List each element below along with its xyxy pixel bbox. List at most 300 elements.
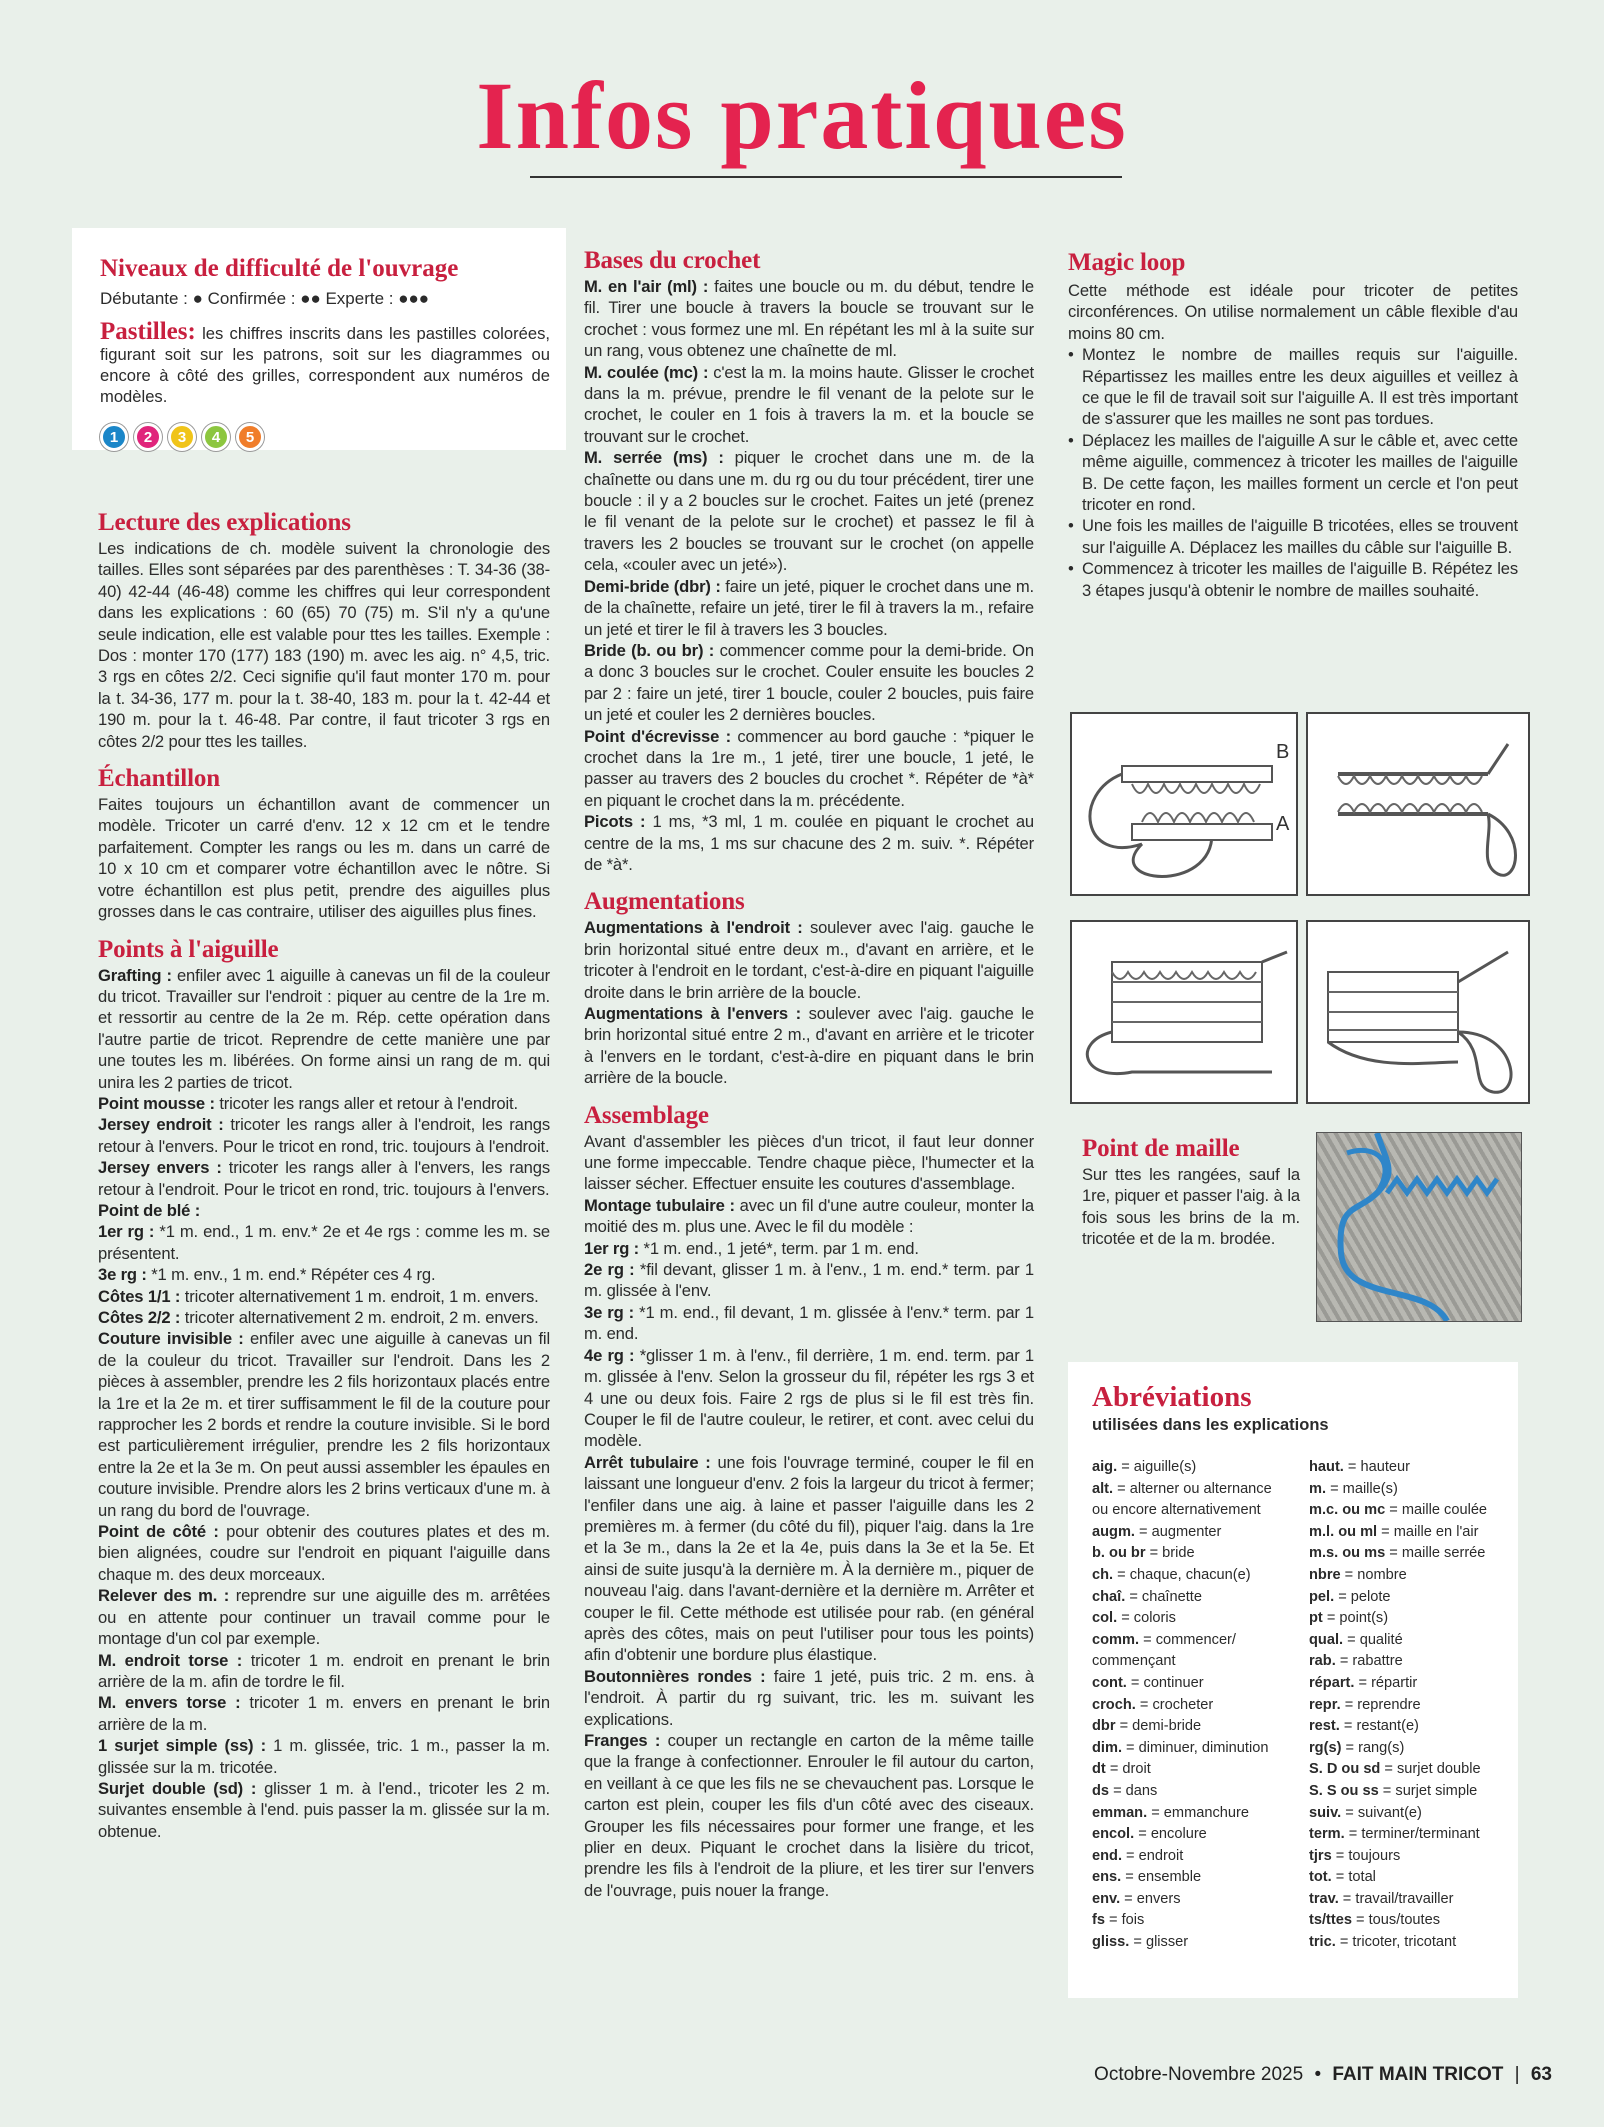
pastille-1: 1 bbox=[100, 423, 128, 451]
abbreviation-entry bbox=[1309, 1651, 1498, 1673]
abbreviation-meaning: terminer/terminant bbox=[1361, 1826, 1480, 1843]
abbreviation-meaning: maille en l'air bbox=[1393, 1523, 1479, 1540]
abbreviation-equals: = bbox=[1331, 1847, 1349, 1864]
abbreviation-meaning: reprendre bbox=[1357, 1696, 1421, 1713]
abbreviation-entry bbox=[1092, 1803, 1281, 1825]
term-label: M. endroit torse : bbox=[98, 1650, 243, 1670]
abbreviation-term: croch. bbox=[1092, 1696, 1136, 1713]
abbreviation-equals: = bbox=[1113, 1566, 1130, 1583]
abbreviation-meaning: coloris bbox=[1133, 1610, 1176, 1627]
definition-paragraph bbox=[98, 1286, 550, 1307]
abbreviation-entry bbox=[1309, 1781, 1498, 1803]
point-maille-text: Sur ttes les rangées, sauf la 1re, piquer et passer l'aig. à la fois sous les brins de la m. tricotée et de la m. brodée. bbox=[1082, 1165, 1300, 1249]
term-text: commencer comme pour la demi-bride. On a donc 3 boucles sur le crochet. Couler ensuite les boucles 2 par 2 : faire un jeté, tirer 1 boucle, couler 2 boucles, puis faire un jeté et couler les 2 dernières boucles. bbox=[584, 640, 1034, 725]
term-label: M. envers torse : bbox=[98, 1693, 241, 1713]
abbreviation-entry bbox=[1092, 1910, 1281, 1932]
footer-issue: Octobre-Novembre 2025 bbox=[1094, 2064, 1304, 2085]
abbreviation-equals: = bbox=[1139, 1631, 1156, 1648]
term-label: Jersey endroit : bbox=[98, 1115, 224, 1135]
definition-paragraph bbox=[584, 1259, 1034, 1302]
bullet-text: Montez le nombre de mailles requis sur l'aiguille. Répartissez les mailles entre les deux aiguilles et veillez à ce que le fil de travail soit sur l'aiguille A. Il est très important de s'assurer que les mailles ne sont pas tordues. bbox=[1082, 345, 1518, 429]
definition-paragraph bbox=[98, 1692, 550, 1735]
abbreviation-equals: = bbox=[1335, 1653, 1353, 1670]
term-label: Côtes 2/2 : bbox=[98, 1308, 181, 1327]
abbreviation-entry bbox=[1309, 1608, 1498, 1630]
abbreviation-equals: = bbox=[1380, 1761, 1397, 1778]
term-label: Surjet double (sd) : bbox=[98, 1778, 257, 1798]
magic-loop-title: Magic loop bbox=[1068, 249, 1186, 276]
abbreviation-meaning: chaque, chacun(e) bbox=[1129, 1566, 1251, 1583]
term-label: 2e rg : bbox=[584, 1260, 635, 1280]
abbreviation-equals: = bbox=[1343, 1631, 1360, 1648]
footer-bar: | bbox=[1514, 2064, 1520, 2085]
term-label: Demi-bride (dbr) : bbox=[584, 576, 721, 596]
abbreviation-entry bbox=[1309, 1479, 1498, 1501]
abbreviation-term: repr. bbox=[1309, 1696, 1341, 1713]
abbreviation-term: pel. bbox=[1309, 1588, 1335, 1605]
term-label: Augmentations à l'endroit : bbox=[584, 918, 803, 938]
abbreviation-equals: = bbox=[1331, 1869, 1349, 1886]
abbreviation-equals: = bbox=[1334, 1588, 1351, 1605]
abbreviation-equals: = bbox=[1122, 1847, 1139, 1864]
term-text: une fois l'ouvrage terminé, couper le fil en laissant une longueur d'env. 2 fois la largeur du tricot à fermer; l'enfiler dans une aig. à laine et passer l'aiguille dans les 2 premières m. à fermer (du côté du fil), piquer l'aig. dans la 1re et la 3e m., dans la 2e et la 4e, puis dans la 3e et la 5e. Et ainsi de suite jusqu'à la dernière m. À la dernière m., piquer de nouveau l'aig. dans l'avant-dernière et la dernière m. Arrêter et couper le fil. Cette méthode est utilisée pour rab. (en général après des côtes, mais on peut l'utiliser pour tous les points) afin d'obtenir une bordure plus élastique. bbox=[584, 1452, 1034, 1665]
magic-loop-bullet bbox=[1068, 344, 1518, 430]
term-text: tricoter alternativement 1 m. endroit, 1 m. envers. bbox=[184, 1286, 539, 1306]
abbreviation-term: rab. bbox=[1309, 1653, 1336, 1670]
bullet-dot: • bbox=[1068, 345, 1074, 365]
abbreviation-term: env. bbox=[1092, 1890, 1121, 1907]
abbreviation-entry bbox=[1309, 1716, 1498, 1738]
term-label: Montage tubulaire : bbox=[584, 1195, 735, 1215]
pastilles-text: les chiffres inscrits dans les pastilles colorées, figurant soit sur les patrons, soit sur les diagrammes ou encore à côté des grilles, correspondent aux numéros de modèles. bbox=[100, 324, 550, 406]
definition-paragraph bbox=[98, 1521, 550, 1585]
term-text: Faites toujours un échantillon avant de commencer un modèle. Tricoter un carré d'env. 12 x 12 cm et le tendre parfaitement. Compter les rangs ou les m. dans un carré de 10 x 10 cm et comparer votre échantillon avec le nôtre. Si votre échantillon est plus petit, prendre des aiguilles plus grosses dans le cas contraire, utiliser des aiguilles plus fines. bbox=[98, 795, 550, 922]
abbreviation-meaning: travail/travailler bbox=[1355, 1890, 1454, 1907]
column-left bbox=[98, 508, 550, 1842]
label-a: A bbox=[1276, 813, 1290, 835]
term-text: commencer au bord gauche : *piquer le crochet dans la 1re m., 1 jeté, tirer une boucle, 1 jeté, le passer au travers des 2 boucles du crochet *. Répéter de *à* en piquant le crochet dans la m. précédente. bbox=[584, 726, 1035, 810]
definition-paragraph bbox=[98, 1114, 550, 1157]
definition-paragraph bbox=[98, 1157, 550, 1200]
term-label: 3e rg : bbox=[98, 1265, 147, 1285]
abbreviation-equals: = bbox=[1135, 1696, 1153, 1713]
text-paragraph bbox=[98, 538, 550, 752]
definition-paragraph bbox=[584, 1452, 1034, 1666]
abbreviation-entry bbox=[1092, 1673, 1281, 1695]
pastilles-row bbox=[100, 423, 550, 451]
definition-paragraph bbox=[584, 917, 1034, 1003]
definition-paragraph bbox=[584, 1302, 1034, 1345]
abbreviation-meaning: chaînette bbox=[1141, 1588, 1202, 1605]
abbreviation-meaning: qualité bbox=[1359, 1631, 1403, 1648]
term-text: *glisser 1 m. à l'env., fil derrière, 1 m. end. term. par 1 m. glissée à l'env. Selon la grosseur du fil, répéter les rgs 3 et 4 une ou deux fois. Faire 2 rgs de plus si le fil est très fin. Couper le fil de l'autre couleur, le retirer, et cont. avec celui du modèle. bbox=[584, 1345, 1034, 1451]
term-text: faire un jeté, piquer le crochet dans une m. de la chaînette, refaire un jeté, tirer le fil à travers la m., refaire un jeté et tirer le fil à travers les 3 boucles. bbox=[584, 576, 1034, 639]
label-b: B bbox=[1276, 741, 1290, 763]
term-label: Grafting : bbox=[98, 965, 172, 985]
term-text: *1 m. end., fil devant, 1 m. glissée à l'env.* term. par 1 m. end. bbox=[584, 1302, 1034, 1344]
magic-loop-figure-2 bbox=[1306, 712, 1530, 896]
embroidered-yarn-illustration bbox=[1317, 1133, 1521, 1321]
abbreviation-term: comm. bbox=[1092, 1631, 1140, 1648]
difficulty-box bbox=[72, 228, 566, 450]
magic-loop-intro: Cette méthode est idéale pour tricoter de petites circonférences. On utilise normalement un câble flexible d'au moins 80 cm. bbox=[1068, 281, 1518, 343]
definition-paragraph bbox=[98, 1200, 550, 1221]
term-text: glisser 1 m. à l'end., tricoter les 2 m. suivantes ensemble à l'end. puis passer la m. glissée sur la m. obtenue. bbox=[98, 1778, 550, 1841]
term-text: Avant d'assembler les pièces d'un tricot, il faut leur donner une forme impeccable. Tendre chaque pièce, l'humecter et la laisser sécher. Effectuer ensuite les coutures d'assemblage. bbox=[584, 1131, 1034, 1194]
term-text: pour obtenir des coutures plates et des m. bien alignées, coudre sur l'endroit en piquant l'aiguille dans chaque m. des deux morceaux. bbox=[98, 1522, 550, 1584]
abbreviation-entry bbox=[1309, 1846, 1498, 1868]
abbreviation-equals: = bbox=[1385, 1502, 1402, 1519]
abbreviation-meaning: bride bbox=[1162, 1545, 1195, 1562]
abbreviation-meaning: augmenter bbox=[1151, 1523, 1222, 1540]
needle-loop-illustration bbox=[1072, 922, 1296, 1102]
term-text: tricoter 1 m. endroit en prenant le brin arrière de la m. afin de tordre le fil. bbox=[98, 1650, 550, 1691]
abbreviation-meaning: fois bbox=[1121, 1912, 1145, 1929]
abbreviation-term: dbr bbox=[1092, 1718, 1116, 1735]
abbreviation-term: gliss. bbox=[1092, 1934, 1130, 1951]
abbreviation-term: qual. bbox=[1309, 1631, 1344, 1648]
abbreviation-term: fs bbox=[1092, 1912, 1105, 1929]
abbreviation-equals: = bbox=[1147, 1804, 1164, 1821]
abbreviation-term: m. bbox=[1309, 1480, 1327, 1497]
term-label: 1 surjet simple (ss) : bbox=[98, 1736, 266, 1756]
definition-paragraph bbox=[98, 1735, 550, 1778]
abbreviation-entry bbox=[1092, 1738, 1281, 1760]
abbreviation-meaning: rabattre bbox=[1352, 1653, 1403, 1670]
term-label: Point de blé : bbox=[98, 1200, 201, 1220]
term-text: *1 m. env., 1 m. end.* Répéter ces 4 rg. bbox=[151, 1265, 436, 1285]
abbreviation-term: répart. bbox=[1309, 1674, 1355, 1691]
abbreviation-term: m.l. ou ml bbox=[1309, 1523, 1378, 1540]
difficulty-title: Niveaux de difficulté de l'ouvrage bbox=[100, 255, 459, 282]
needle-loop-illustration bbox=[1072, 714, 1296, 894]
abbreviation-equals: = bbox=[1126, 1674, 1144, 1691]
abbreviation-term: ts/ttes bbox=[1309, 1912, 1352, 1929]
abbreviation-meaning: ensemble bbox=[1137, 1869, 1202, 1886]
abbreviation-meaning: maille serrée bbox=[1401, 1545, 1486, 1562]
abbreviation-meaning: continuer bbox=[1143, 1674, 1204, 1691]
definition-paragraph bbox=[584, 1345, 1034, 1452]
abbreviation-term: dim. bbox=[1092, 1739, 1122, 1756]
abbreviations-subtitle: utilisées dans les explications bbox=[1092, 1416, 1329, 1434]
term-label: Point d'écrevisse : bbox=[584, 726, 731, 746]
term-label: Relever des m. : bbox=[98, 1586, 230, 1606]
abbreviation-meaning: glisser bbox=[1145, 1934, 1189, 1951]
term-label: Point de côté : bbox=[98, 1522, 219, 1542]
abbreviation-equals: = bbox=[1326, 1480, 1343, 1497]
abbreviation-equals: = bbox=[1109, 1782, 1126, 1799]
abbreviation-equals: = bbox=[1115, 1718, 1133, 1735]
definition-paragraph bbox=[98, 1650, 550, 1693]
abbreviation-equals: = bbox=[1378, 1782, 1396, 1799]
abbreviation-entry bbox=[1092, 1695, 1281, 1717]
abbreviation-entry bbox=[1309, 1673, 1498, 1695]
abbreviation-term: b. ou br bbox=[1092, 1545, 1146, 1562]
abbreviation-equals: = bbox=[1322, 1610, 1340, 1627]
abbreviation-meaning: envers bbox=[1136, 1890, 1181, 1907]
term-text: tricoter les rangs aller à l'endroit, les rangs retour à l'envers. Pour le tricot en rond, tric. toujours à l'endroit. bbox=[98, 1115, 550, 1156]
term-label: Côtes 1/1 : bbox=[98, 1286, 181, 1306]
term-label: Boutonnières rondes : bbox=[584, 1666, 766, 1686]
abbreviation-term: augm. bbox=[1092, 1523, 1135, 1540]
definition-paragraph bbox=[98, 1221, 550, 1264]
term-text: tricoter alternativement 2 m. endroit, 2 m. envers. bbox=[184, 1308, 539, 1327]
abbreviations-left bbox=[1092, 1457, 1281, 1954]
page-number: 63 bbox=[1530, 2064, 1552, 2085]
definition-paragraph bbox=[584, 811, 1034, 875]
abbreviation-meaning: tous/toutes bbox=[1368, 1912, 1441, 1929]
pastille-5: 5 bbox=[236, 423, 264, 451]
abbreviation-meaning: répartir bbox=[1371, 1674, 1418, 1691]
needle-loop-illustration bbox=[1308, 714, 1528, 894]
abbreviation-term: ens. bbox=[1092, 1869, 1122, 1886]
section-heading: Lecture des explications bbox=[98, 509, 351, 536]
abbreviation-meaning: crocheter bbox=[1152, 1696, 1214, 1713]
bullet-text: Commencez à tricoter les mailles de l'aiguille B. Répétez les 3 étapes jusqu'à obtenir le nombre de mailles souhaité. bbox=[1082, 559, 1518, 600]
definition-paragraph bbox=[584, 1666, 1034, 1730]
abbreviation-term: suiv. bbox=[1309, 1804, 1342, 1821]
difficulty-levels: Débutante : ● Confirmée : ●● Experte : ●●● bbox=[100, 289, 430, 308]
abbreviation-meaning: emmanchure bbox=[1163, 1804, 1249, 1821]
abbreviation-term: encol. bbox=[1092, 1826, 1135, 1843]
abbreviation-entry bbox=[1092, 1587, 1281, 1609]
point-maille-photo bbox=[1316, 1132, 1522, 1322]
term-label: 1er rg : bbox=[584, 1238, 640, 1258]
abbreviation-meaning: nombre bbox=[1357, 1566, 1407, 1583]
abbreviation-entry bbox=[1092, 1630, 1281, 1673]
abbreviation-equals: = bbox=[1134, 1523, 1152, 1540]
bullet-text: Déplacez les mailles de l'aiguille A sur le câble et, avec cette même aiguille, commencez à tricoter les mailles de l'aiguille B. De cette façon, les mailles forment un cercle et l'on peut tricoter en rond. bbox=[1082, 430, 1518, 515]
definition-paragraph bbox=[584, 276, 1034, 362]
term-label: Jersey envers : bbox=[98, 1158, 222, 1178]
abbreviation-meaning: droit bbox=[1122, 1761, 1151, 1778]
abbreviation-meaning: encolure bbox=[1150, 1826, 1207, 1843]
abbreviation-entry bbox=[1092, 1457, 1281, 1479]
abbreviation-term: term. bbox=[1309, 1826, 1345, 1843]
abbreviation-equals: = bbox=[1343, 1459, 1361, 1475]
abbreviation-entry bbox=[1092, 1781, 1281, 1803]
page-title: Infos pratiques bbox=[476, 62, 1128, 169]
abbreviation-entry bbox=[1309, 1630, 1498, 1652]
abbreviation-entry bbox=[1309, 1457, 1498, 1479]
definition-paragraph bbox=[584, 1195, 1034, 1238]
abbreviation-equals: = bbox=[1125, 1588, 1142, 1605]
abbreviation-term: end. bbox=[1092, 1847, 1122, 1864]
term-text: *1 m. end., 1 jeté*, term. par 1 m. end. bbox=[643, 1238, 919, 1258]
abbreviation-equals: = bbox=[1105, 1761, 1123, 1778]
definition-paragraph bbox=[98, 1093, 550, 1114]
abbreviation-entry bbox=[1309, 1824, 1498, 1846]
abbreviation-term: rest. bbox=[1309, 1718, 1340, 1735]
abbreviation-entry bbox=[1092, 1846, 1281, 1868]
abbreviation-equals: = bbox=[1377, 1523, 1394, 1540]
abbreviation-equals: = bbox=[1351, 1912, 1369, 1929]
abbreviation-entry bbox=[1309, 1910, 1498, 1932]
abbreviation-term: rg(s) bbox=[1309, 1739, 1342, 1756]
abbreviation-entry bbox=[1092, 1543, 1281, 1565]
term-label: Bride (b. ou br) : bbox=[584, 640, 715, 660]
footer-separator: • bbox=[1314, 2064, 1322, 2085]
abbreviation-equals: = bbox=[1385, 1545, 1402, 1562]
magic-loop-section bbox=[1068, 248, 1518, 601]
abbreviation-equals: = bbox=[1344, 1826, 1362, 1843]
abbreviation-equals: = bbox=[1117, 1459, 1134, 1475]
abbreviation-equals: = bbox=[1339, 1718, 1357, 1735]
abbreviation-entry bbox=[1309, 1759, 1498, 1781]
definition-paragraph bbox=[98, 1778, 550, 1842]
abbreviation-entry bbox=[1309, 1889, 1498, 1911]
abbreviations-right bbox=[1309, 1457, 1498, 1954]
abbreviation-meaning: endroit bbox=[1138, 1847, 1184, 1864]
abbreviation-entry bbox=[1092, 1759, 1281, 1781]
magic-loop-bullet bbox=[1068, 515, 1518, 558]
abbreviation-equals: = bbox=[1134, 1826, 1151, 1843]
term-text: tricoter les rangs aller et retour à l'endroit. bbox=[219, 1093, 518, 1113]
abbreviation-equals: = bbox=[1341, 1804, 1358, 1821]
definition-paragraph bbox=[584, 576, 1034, 640]
definition-paragraph bbox=[584, 1003, 1034, 1089]
abbreviation-meaning: point(s) bbox=[1339, 1610, 1389, 1627]
term-label: M. serrée (ms) : bbox=[584, 448, 724, 468]
definition-paragraph bbox=[98, 1585, 550, 1649]
abbreviation-meaning: tricoter, tricotant bbox=[1352, 1934, 1457, 1951]
abbreviation-equals: = bbox=[1117, 1610, 1134, 1627]
abbreviation-term: trav. bbox=[1309, 1890, 1339, 1907]
definition-paragraph bbox=[584, 726, 1034, 812]
abbreviation-term: col. bbox=[1092, 1610, 1118, 1627]
term-text: faire 1 jeté, puis tric. 2 m. ens. à l'endroit. À partir du rg suivant, tric. les m. suivant les explications. bbox=[584, 1666, 1035, 1729]
section-heading: Échantillon bbox=[98, 765, 220, 793]
text-paragraph bbox=[584, 1131, 1034, 1195]
term-label: M. en l'air (ml) : bbox=[584, 277, 709, 296]
term-label: Picots : bbox=[584, 812, 646, 832]
abbreviation-meaning: total bbox=[1348, 1869, 1376, 1886]
point-maille-section bbox=[1082, 1134, 1300, 1250]
abbreviation-equals: = bbox=[1129, 1934, 1146, 1951]
abbreviation-equals: = bbox=[1104, 1912, 1122, 1929]
abbreviation-equals: = bbox=[1338, 1890, 1356, 1907]
magic-loop-figure-1 bbox=[1070, 712, 1298, 896]
abbreviation-meaning: hauteur bbox=[1360, 1459, 1411, 1475]
abbreviation-term: pt bbox=[1309, 1610, 1323, 1627]
abbreviations-title: Abréviations bbox=[1092, 1381, 1252, 1413]
magic-loop-figure-4 bbox=[1306, 920, 1530, 1104]
abbreviation-entry bbox=[1309, 1500, 1498, 1522]
definition-paragraph bbox=[98, 1307, 550, 1328]
abbreviation-meaning: toujours bbox=[1348, 1847, 1401, 1864]
abbreviation-equals: = bbox=[1340, 1566, 1358, 1583]
abbreviation-entry bbox=[1309, 1543, 1498, 1565]
abbreviation-term: ch. bbox=[1092, 1566, 1114, 1583]
abbreviation-term: m.s. ou ms bbox=[1309, 1545, 1386, 1562]
section-heading: Points à l'aiguille bbox=[98, 935, 279, 963]
abbreviation-meaning: aiguille(s) bbox=[1133, 1459, 1197, 1475]
abbreviation-term: alt. bbox=[1092, 1480, 1114, 1497]
definition-paragraph bbox=[584, 447, 1034, 575]
abbreviation-meaning: pelote bbox=[1350, 1588, 1391, 1605]
bullet-dot: • bbox=[1068, 430, 1074, 450]
abbreviation-term: haut. bbox=[1309, 1459, 1344, 1475]
abbreviation-meaning: rang(s) bbox=[1358, 1739, 1405, 1756]
abbreviation-entry bbox=[1309, 1522, 1498, 1544]
abbreviation-entry bbox=[1309, 1803, 1498, 1825]
term-text: c'est la m. la moins haute. Glisser le crochet dans la m. prévue, prendre le fil venant de la pelote sur le crochet, le couler en 1 fois à travers la m. et la boucle se trouvant sur le crochet. bbox=[584, 362, 1034, 446]
abbreviation-term: tjrs bbox=[1309, 1847, 1332, 1864]
abbreviation-equals: = bbox=[1120, 1890, 1137, 1907]
term-text: soulever avec l'aig. gauche le brin horizontal situé entre 2 m., d'avant en arrière et le tricoter à l'envers en le tordant, c'est-à-dire en piquant dans le brin arrière de la boucle. bbox=[584, 1004, 1034, 1088]
term-label: Franges : bbox=[584, 1731, 661, 1750]
abbreviation-term: aig. bbox=[1092, 1459, 1118, 1475]
term-label: Arrêt tubulaire : bbox=[584, 1452, 711, 1472]
abbreviation-meaning: diminuer, diminution bbox=[1138, 1739, 1269, 1756]
abbreviation-meaning: suivant(e) bbox=[1357, 1804, 1422, 1821]
term-text: 1 m. glissée, tric. 1 m., passer la m. glissée sur la m. tricotée. bbox=[98, 1736, 550, 1777]
abbreviation-equals: = bbox=[1354, 1674, 1372, 1691]
abbreviation-term: chaî. bbox=[1092, 1588, 1126, 1605]
abbreviation-meaning: commencer/ commençant bbox=[1092, 1631, 1236, 1670]
abbreviation-entry bbox=[1309, 1932, 1498, 1954]
abbreviation-entry bbox=[1092, 1867, 1281, 1889]
bullet-dot: • bbox=[1068, 516, 1074, 536]
abbreviation-equals: = bbox=[1122, 1739, 1139, 1756]
term-text: tricoter 1 m. envers en prenant le brin arrière de la m. bbox=[98, 1693, 550, 1734]
term-text: avec un fil d'une autre couleur, monter la moitié des m. plus une. Avec le fil du modèle : bbox=[584, 1195, 1034, 1237]
abbreviation-equals: = bbox=[1341, 1739, 1359, 1756]
abbreviation-equals: = bbox=[1113, 1480, 1130, 1497]
pastille-4: 4 bbox=[202, 423, 230, 451]
term-text: tricoter les rangs aller à l'envers, les rangs retour à l'endroit. Pour le tricot en rond, tric. toujours à l'envers. bbox=[98, 1158, 550, 1199]
magic-loop-figure-3 bbox=[1070, 920, 1298, 1104]
term-text: piquer le crochet dans une m. de la chaînette ou dans une m. du rg ou du tour précédent, tirer une boucle : il y a 2 boucles sur le crochet. Faites un jeté (prenez le fil venant de la pelote sur le crochet) et passez le fil à travers les 2 boucles se trouvant sur le crochet (on appelle cela, «couler avec un jeté»). bbox=[584, 448, 1034, 575]
abbreviation-entry bbox=[1309, 1587, 1498, 1609]
abbreviation-equals: = bbox=[1145, 1545, 1163, 1562]
page-footer bbox=[1094, 2064, 1552, 2086]
term-text: *1 m. end., 1 m. env.* 2e et 4e rgs : comme les m. se présentent. bbox=[98, 1222, 551, 1263]
abbreviation-term: cont. bbox=[1092, 1674, 1127, 1691]
abbreviation-term: dt bbox=[1092, 1761, 1106, 1778]
term-label: 4e rg : bbox=[584, 1345, 635, 1365]
abbreviation-meaning: surjet simple bbox=[1395, 1782, 1478, 1799]
term-label: Augmentations à l'envers : bbox=[584, 1004, 802, 1023]
column-middle bbox=[584, 246, 1034, 1901]
definition-paragraph bbox=[98, 965, 550, 1093]
abbreviation-term: tric. bbox=[1309, 1934, 1336, 1951]
abbreviation-entry bbox=[1092, 1608, 1281, 1630]
abbreviation-equals: = bbox=[1121, 1869, 1138, 1886]
definition-paragraph bbox=[98, 1328, 550, 1521]
term-label: Point mousse : bbox=[98, 1093, 215, 1113]
definition-paragraph bbox=[584, 1730, 1034, 1901]
abbreviation-equals: = bbox=[1340, 1696, 1358, 1713]
bullet-dot: • bbox=[1068, 559, 1074, 579]
abbreviation-entry bbox=[1092, 1522, 1281, 1544]
definition-paragraph bbox=[98, 1264, 550, 1285]
magic-loop-bullets bbox=[1068, 344, 1518, 601]
abbreviation-entry bbox=[1092, 1565, 1281, 1587]
term-text: 1 ms, *3 ml, 1 m. coulée en piquant le crochet au centre de la ms, 1 ms sur chacune des 2 m. suiv. *. Répéter de *à*. bbox=[584, 812, 1034, 874]
bullet-text: Une fois les mailles de l'aiguille B tricotées, elles se trouvent sur l'aiguille A. Déplacez les mailles du câble sur l'aiguille B. bbox=[1082, 516, 1518, 557]
magic-loop-bullet bbox=[1068, 558, 1518, 601]
term-text: enfiler avec 1 aiguille à canevas un fil de la couleur du tricot. Travailler sur l'endroit : piquer au centre de la 1re m. et ressortir au centre de la 2e m. Rép. cette opération dans l'autre partie de tricot. Reprendre de cette manière une par une toutes les m. libérées. On forme ainsi un rang de m. qui unira les 2 parties de tricot. bbox=[98, 965, 550, 1092]
term-text: faites une boucle ou m. du début, tendre le fil. Tirer une boucle à travers la boucle se trouvant sur le crochet : vous formez une ml. En répétant les ml à la suite sur un rang, vous obtenez une chaînette de ml. bbox=[584, 277, 1034, 361]
abbreviation-meaning: demi-bride bbox=[1132, 1718, 1202, 1735]
term-label: 1er rg : bbox=[98, 1222, 155, 1242]
pastille-2: 2 bbox=[134, 423, 162, 451]
abbreviation-term: ds bbox=[1092, 1782, 1110, 1799]
abbreviations-columns bbox=[1092, 1457, 1498, 1954]
pastilles-paragraph bbox=[100, 318, 550, 407]
abbreviation-entry bbox=[1309, 1738, 1498, 1760]
